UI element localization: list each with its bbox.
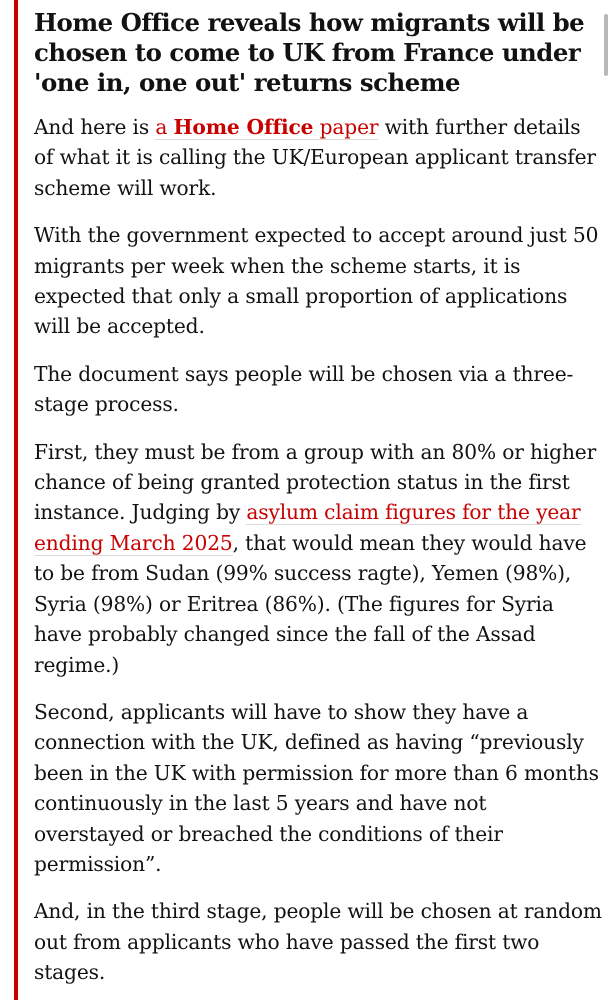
key-event-accent-bar xyxy=(14,0,18,1000)
paragraph-5: Second, applicants will have to show they have a connection with the UK, defined as having “previously been in the UK with permission for more than 6 months continuously in the last 5 years and have not overstayed or breached the conditions of their permission”. xyxy=(34,699,599,876)
paragraph-1: And here is a Home Office paper with further details of what it is calling the UK/European applicant transfer scheme will work. xyxy=(34,115,596,200)
scrollbar-thumb[interactable] xyxy=(604,14,608,76)
paragraph-1-text: with further details of what it is calling the UK/European applicant transfer scheme will work. xyxy=(34,115,596,200)
home-office-paper-link[interactable]: a Home Office paper xyxy=(155,115,379,139)
paragraph-4: First, they must be from a group with an 80% or higher chance of being granted protection status in the first instance. Judging by asylum claim figures for the year ending March 2025, that would mean they would have to be from Sudan (99% success ragte), Yemen (98%), Syria (98%) or Eritrea (86%). (The figures for Syria have probably changed since the fall of the Assad regime.) xyxy=(34,439,597,677)
asylum-claim-figures-link[interactable]: asylum claim figures for the year ending March 2025 xyxy=(34,500,581,555)
paragraph-3: The document says people will be chosen via a three-stage process. xyxy=(34,361,574,417)
paragraph-2: With the government expected to accept around just 50 migrants per week when the scheme starts, it is expected that only a small proportion of applications will be accepted. xyxy=(34,223,599,339)
cropped-timestamp xyxy=(34,0,90,2)
blog-post xyxy=(34,8,602,1000)
post-headline: Home Office reveals how migrants will be chosen to come to UK from France under 'one in, one out' returns scheme xyxy=(34,8,585,97)
paragraph-6: And, in the third stage, people will be chosen at random out from applicants who have passed the first two stages. xyxy=(34,899,602,985)
